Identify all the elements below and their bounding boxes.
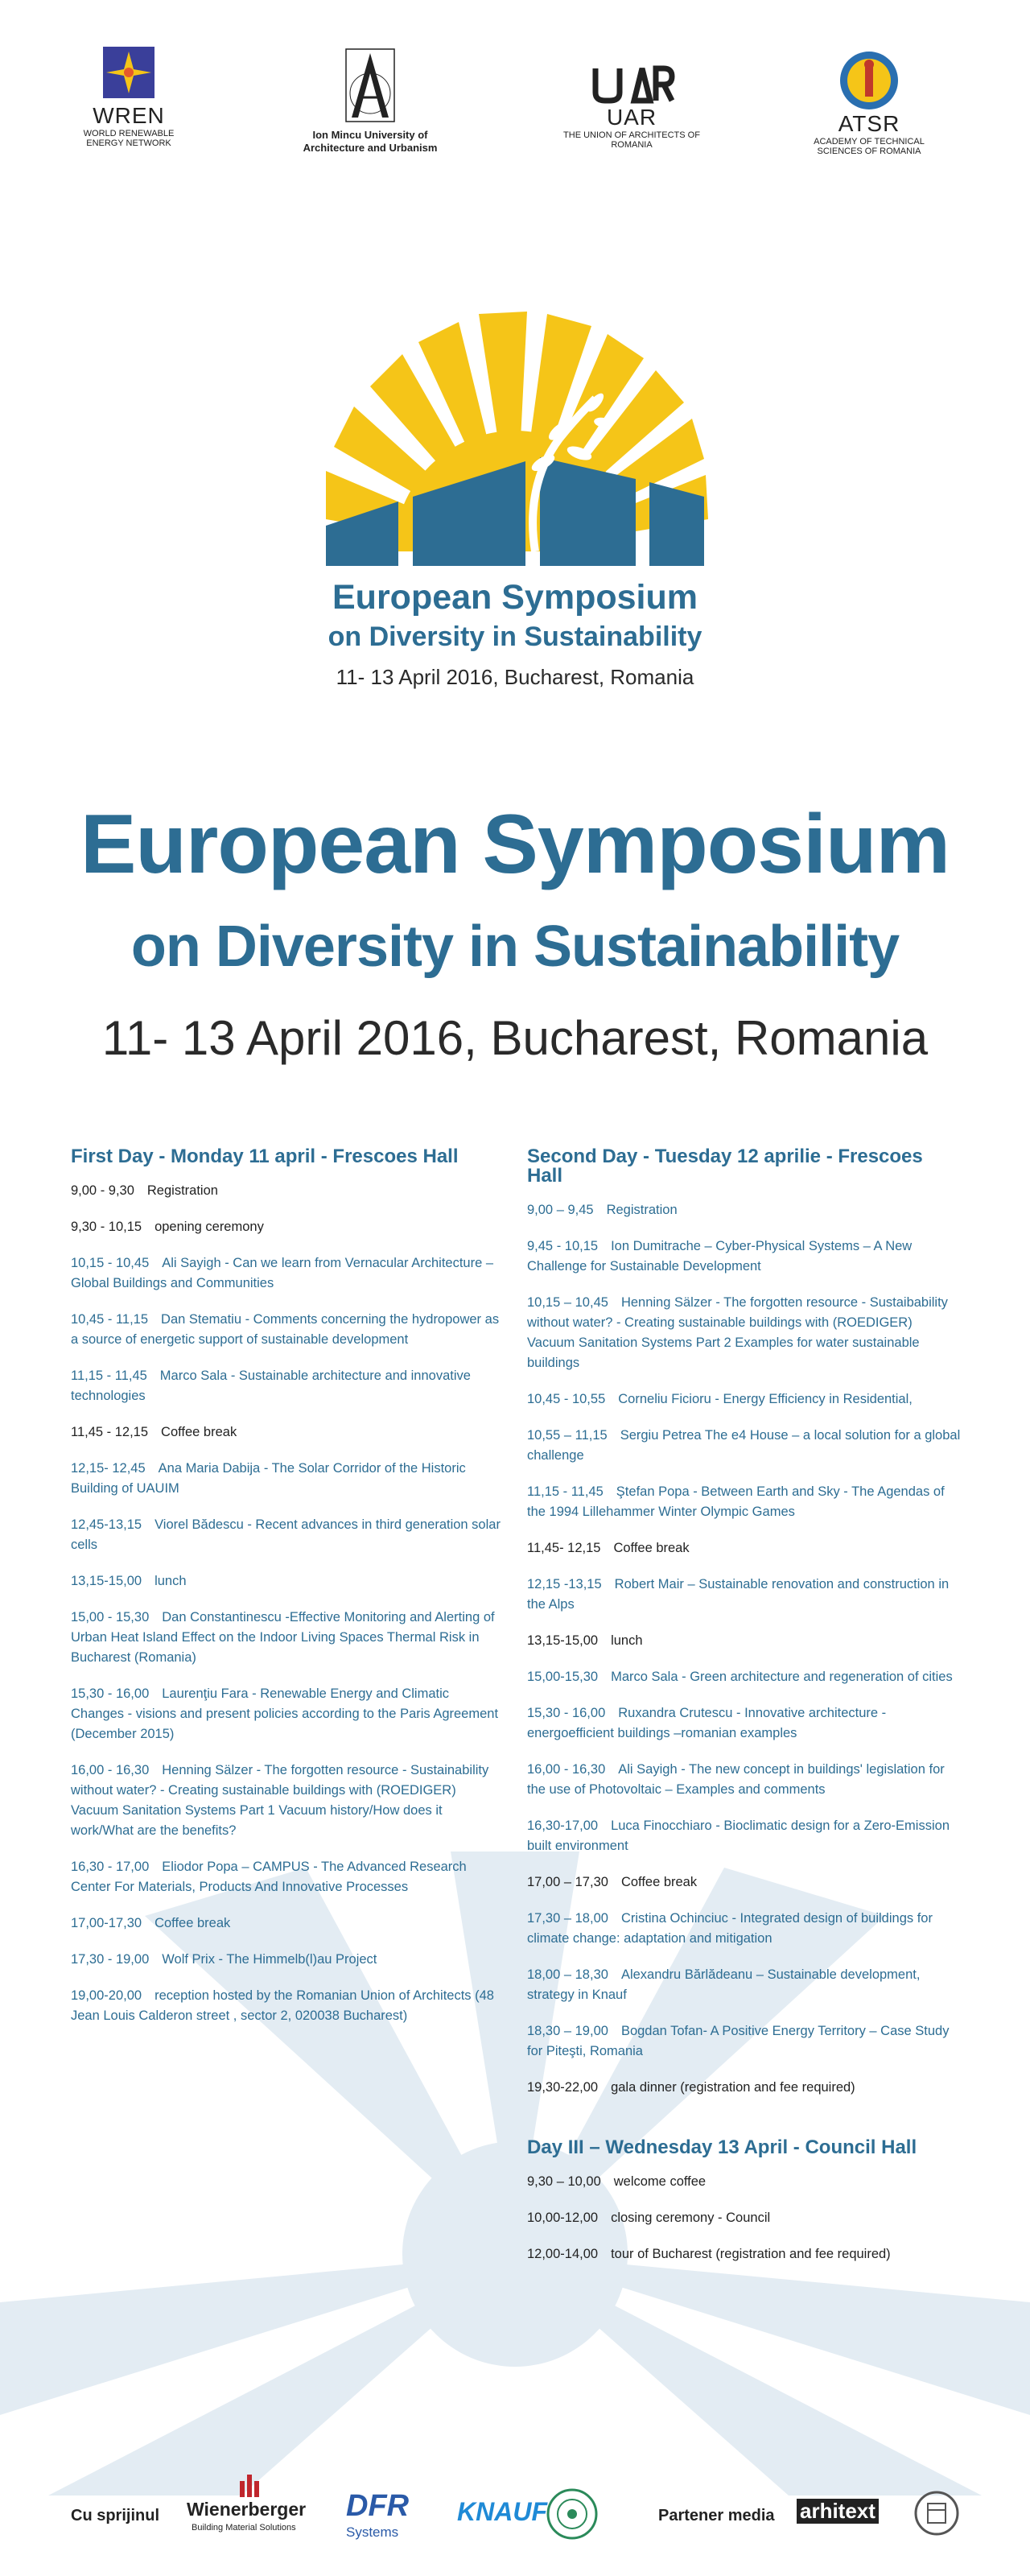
uauim-a-icon — [342, 45, 398, 126]
schedule-text: Sergiu Petrea The e4 House – a local solution for a global challenge — [527, 1428, 961, 1463]
schedule-time: 15,00-15,30 — [527, 1670, 599, 1684]
day2-schedule-item — [527, 1703, 962, 1744]
footer-sponsors — [0, 2473, 1030, 2545]
schedule-time: 19,00-20,00 — [71, 1988, 142, 2003]
schedule-text: Dan Constantinescu -Effective Monitoring and Alerting of Urban Heat Island Effect on the Indoor Living Spaces Thermal Risk in Bucharest (Romania) — [71, 1610, 495, 1665]
schedule-text: lunch — [154, 1574, 187, 1588]
schedule-text: Viorel Bădescu - Recent advances in third generation solar cells — [71, 1517, 501, 1552]
dfr-name: DFR — [346, 2489, 410, 2523]
day1-schedule-item — [71, 1459, 501, 1499]
day1-heading: First Day - Monday 11 april - Frescoes Hall — [71, 1146, 459, 1167]
day3-schedule-item — [527, 2244, 962, 2264]
schedule-text: Ruxandra Crutescu - Innovative architecture - energoefficient buildings –romanian examples — [527, 1706, 887, 1740]
uar-mark-icon — [587, 64, 676, 105]
uar-logo — [555, 64, 708, 150]
day2-schedule-item — [527, 1816, 962, 1856]
schedule-time: 17,30 – 18,00 — [527, 1911, 608, 1926]
schedule-time: 9,00 – 9,45 — [527, 1203, 594, 1217]
schedule-time: 11,45- 12,15 — [527, 1541, 601, 1555]
schedule-time: 10,45 - 11,15 — [71, 1312, 149, 1327]
schedule-time: 18,00 – 18,30 — [527, 1967, 608, 1982]
day3-heading: Day III – Wednesday 13 April - Council Hall — [527, 2136, 917, 2158]
emblem-date: 11- 13 April 2016, Bucharest, Romania — [336, 665, 694, 689]
arhitext-name: arhitext — [797, 2499, 879, 2524]
day3-schedule-list — [527, 2172, 962, 2264]
schedule-text: Marco Sala - Green architecture and regeneration of cities — [611, 1670, 953, 1684]
wren-star-icon — [97, 47, 161, 103]
schedule-text: Eliodor Popa – CAMPUS - The Advanced Research Center For Materials, Products And Innovative Processes — [71, 1860, 467, 1894]
schedule-time: 15,30 - 16,00 — [71, 1686, 150, 1701]
day2-schedule-item — [527, 1872, 962, 1893]
atsr-logo — [797, 50, 941, 156]
day2-schedule-item — [527, 1293, 962, 1373]
schedule-text: Laurenţiu Fara - Renewable Energy and Climatic Changes - visions and present policies according to the Paris Agreement (December 2015) — [71, 1686, 499, 1741]
day2-schedule-item — [527, 1236, 962, 1277]
day3-schedule-item — [527, 2172, 962, 2192]
schedule-text: Coffee break — [161, 1425, 237, 1439]
schedule-text: Coffee break — [613, 1541, 690, 1555]
schedule-text: Coffee break — [620, 1875, 698, 1889]
schedule-time: 17,30 - 19,00 — [71, 1952, 150, 1967]
day1-schedule-item — [71, 1422, 501, 1443]
wren-abbr: WREN — [93, 103, 165, 128]
schedule-text: Robert Mair – Sustainable renovation and construction in the Alps — [527, 1577, 950, 1612]
day1-schedule-item — [71, 1571, 501, 1591]
schedule-time: 10,00-12,00 — [527, 2211, 599, 2225]
schedule-time: 10,55 – 11,15 — [527, 1428, 608, 1443]
schedule-text: Ali Sayigh - Can we learn from Vernacular Architecture – Global Buildings and Communities — [71, 1256, 494, 1290]
schedule-time: 13,15-15,00 — [527, 1633, 599, 1648]
schedule-time: 16,00 - 16,30 — [71, 1763, 150, 1777]
schedule-time: 16,30-17,00 — [527, 1818, 599, 1833]
day2-schedule-item — [527, 1909, 962, 1949]
support-label: Cu sprijinul — [71, 2507, 159, 2524]
day1-schedule-item — [71, 1857, 501, 1897]
schedule-text: Marco Sala - Sustainable architecture and innovative technologies — [71, 1368, 471, 1403]
schedule-time: 12,45-13,15 — [71, 1517, 142, 1532]
schedule-text: tour of Bucharest (registration and fee required) — [611, 2247, 891, 2261]
schedule-text: welcome coffee — [613, 2174, 707, 2189]
uar-abbr: UAR — [606, 105, 657, 130]
day2-schedule-list — [527, 1200, 962, 2098]
schedule-text: Ion Dumitrache – Cyber-Physical Systems – A New Challenge for Sustainable Development — [527, 1239, 913, 1274]
uar-name: THE UNION OF ARCHITECTS OF ROMANIA — [563, 130, 700, 150]
schedule-time: 15,00 - 15,30 — [71, 1610, 150, 1624]
schedule-time: 12,15- 12,45 — [71, 1461, 146, 1476]
atsr-abbr: ATSR — [838, 111, 900, 136]
schedule-time: 9,30 - 10,15 — [71, 1220, 142, 1234]
media-label: Partener media — [658, 2507, 775, 2524]
wienerberger-logo-icon — [233, 2473, 266, 2497]
atsr-name: ACADEMY OF TECHNICAL SCIENCES OF ROMANIA — [814, 137, 925, 156]
schedule-text: closing ceremony - Council — [611, 2211, 771, 2225]
wienerberger-name: Wienerberger — [187, 2499, 307, 2520]
day1-schedule-item — [71, 1986, 501, 2026]
schedule-text: Corneliu Ficioru - Energy Efficiency in Residential, — [618, 1392, 913, 1406]
schedule-text: gala dinner (registration and fee required) — [611, 2080, 855, 2095]
day1-schedule-item — [71, 1217, 501, 1237]
schedule-time: 9,00 - 9,30 — [71, 1183, 134, 1198]
schedule-text: Registration — [606, 1203, 678, 1217]
schedule-text: Henning Sälzer - The forgotten resource - Sustaibability without water? - Creating sustainable buildings with (ROEDIGER) Vacuum Sanitation Systems Part 2 Examples for water sustainable buildings — [527, 1295, 948, 1370]
day1-schedule-item — [71, 1181, 501, 1201]
day2-schedule-item — [527, 1631, 962, 1651]
schedule-text: Ştefan Popa - Between Earth and Sky - The Agendas of the 1994 Lillehammer Winter Olympic Games — [527, 1484, 945, 1519]
schedule-time: 15,30 - 16,00 — [527, 1706, 606, 1720]
day2-schedule-item — [527, 1538, 962, 1558]
schedule-time: 9,45 - 10,15 — [527, 1239, 599, 1253]
wren-name: WORLD RENEWABLE ENERGY NETWORK — [83, 129, 175, 148]
schedule-text: Bogdan Tofan- A Positive Energy Territory – Case Study for Piteşti, Romania — [527, 2024, 950, 2058]
schedule-time: 12,15 -13,15 — [527, 1577, 602, 1591]
day2-schedule-item — [527, 2078, 962, 2098]
emblem-title-line1: European Symposium — [332, 578, 698, 617]
day2-schedule-item — [527, 1575, 962, 1615]
main-title-line2: on Diversity in Sustainability — [130, 914, 900, 979]
day1-schedule-item — [71, 1515, 501, 1555]
day2-schedule-item — [527, 2021, 962, 2062]
schedule-time: 19,30-22,00 — [527, 2080, 599, 2095]
wienerberger-tagline: Building Material Solutions — [192, 2523, 296, 2533]
schedule-time: 9,30 – 10,00 — [527, 2174, 601, 2189]
day2-schedule-item — [527, 1760, 962, 1800]
day1-schedule-item — [71, 1608, 501, 1668]
knauf-name: KNAUF — [457, 2497, 547, 2526]
schedule-text: Coffee break — [154, 1916, 231, 1930]
schedule-text: lunch — [611, 1633, 643, 1648]
uauim-name: Ion Mincu University of Architecture and Urbanism — [303, 129, 438, 154]
day1-schedule-item — [71, 1761, 501, 1841]
day2-column — [527, 1147, 962, 2281]
schedule-time: 16,00 - 16,30 — [527, 1762, 606, 1777]
schedule-text: Luca Finocchiaro - Bioclimatic design for a Zero-Emission built environment — [527, 1818, 950, 1853]
day3-schedule-item — [527, 2208, 962, 2228]
schedule-text: opening ceremony — [154, 1220, 264, 1234]
schedule-time: 16,30 - 17,00 — [71, 1860, 150, 1874]
schedule-time: 13,15-15,00 — [71, 1574, 142, 1588]
unesco-chair-logo-icon — [546, 2487, 599, 2541]
day2-schedule-item — [527, 1389, 962, 1410]
atsr-seal-icon — [838, 50, 900, 111]
wren-logo — [64, 47, 193, 148]
day1-schedule-item — [71, 1366, 501, 1406]
emblem-title-line2: on Diversity in Sustainability — [328, 621, 702, 652]
main-title-line1: European Symposium — [80, 798, 950, 891]
schedule-text: Ana Maria Dabija - The Solar Corridor of the Historic Building of UAUIM — [71, 1461, 466, 1496]
schedule-time: 17,00 – 17,30 — [527, 1875, 608, 1889]
symposium-emblem-sun-icon — [318, 310, 712, 576]
day1-schedule-item — [71, 1950, 501, 1970]
schedule-time: 10,45 - 10,55 — [527, 1392, 606, 1406]
schedule-text: Cristina Ochinciuc - Integrated design of buildings for climate change: adaptation and mitigation — [527, 1911, 933, 1946]
day1-column — [71, 1147, 501, 2042]
day2-schedule-item — [527, 1200, 962, 1220]
schedule-time: 11,15 - 11,45 — [71, 1368, 147, 1383]
schedule-time: 10,15 - 10,45 — [71, 1256, 150, 1270]
schedule-text: Alexandru Bărlădeanu – Sustainable development, strategy in Knauf — [527, 1967, 921, 2002]
day1-schedule-item — [71, 1913, 501, 1934]
schedule-text: Wolf Prix - The Himmelb(l)au Project — [162, 1952, 377, 1967]
schedule-time: 10,15 – 10,45 — [527, 1295, 608, 1310]
day2-schedule-item — [527, 1482, 962, 1522]
schedule-text: reception hosted by the Romanian Union of Architects (48 Jean Louis Calderon street , sector 2, 020038 Bucharest) — [71, 1988, 494, 2023]
dfr-systems: Systems — [346, 2524, 399, 2540]
day1-schedule-item — [71, 1253, 501, 1294]
day1-schedule-item — [71, 1310, 501, 1350]
media-seal-icon — [914, 2489, 959, 2537]
schedule-time: 17,00-17,30 — [71, 1916, 142, 1930]
schedule-time: 11,15 - 11,45 — [527, 1484, 604, 1499]
schedule-text: Henning Sälzer - The forgotten resource - Sustainability without water? - Creating sustainable buildings with (ROEDIGER) Vacuum Sanitation Systems Part 1 Vacuum history/How does it work/What are the benefits? — [71, 1763, 489, 1838]
schedule-text: Registration — [146, 1183, 218, 1198]
schedule-time: 18,30 – 19,00 — [527, 2024, 608, 2038]
schedule-time: 11,45 - 12,15 — [71, 1425, 149, 1439]
schedule-text: Dan Stematiu - Comments concerning the hydropower as a source of energetic support of sustainable development — [71, 1312, 500, 1347]
schedule-time: 12,00-14,00 — [527, 2247, 599, 2261]
day2-schedule-item — [527, 1667, 962, 1687]
day1-schedule-item — [71, 1684, 501, 1744]
main-date: 11- 13 April 2016, Bucharest, Romania — [101, 1011, 929, 1065]
day1-schedule-list — [71, 1181, 501, 2026]
day2-schedule-item — [527, 1426, 962, 1466]
day2-heading: Second Day - Tuesday 12 aprilie - Frescoes Hall — [527, 1146, 923, 1187]
day2-schedule-item — [527, 1965, 962, 2005]
uauim-logo — [274, 45, 467, 155]
schedule-text: Ali Sayigh - The new concept in buildings' legislation for the use of Photovoltaic – Examples and comments — [527, 1762, 945, 1797]
